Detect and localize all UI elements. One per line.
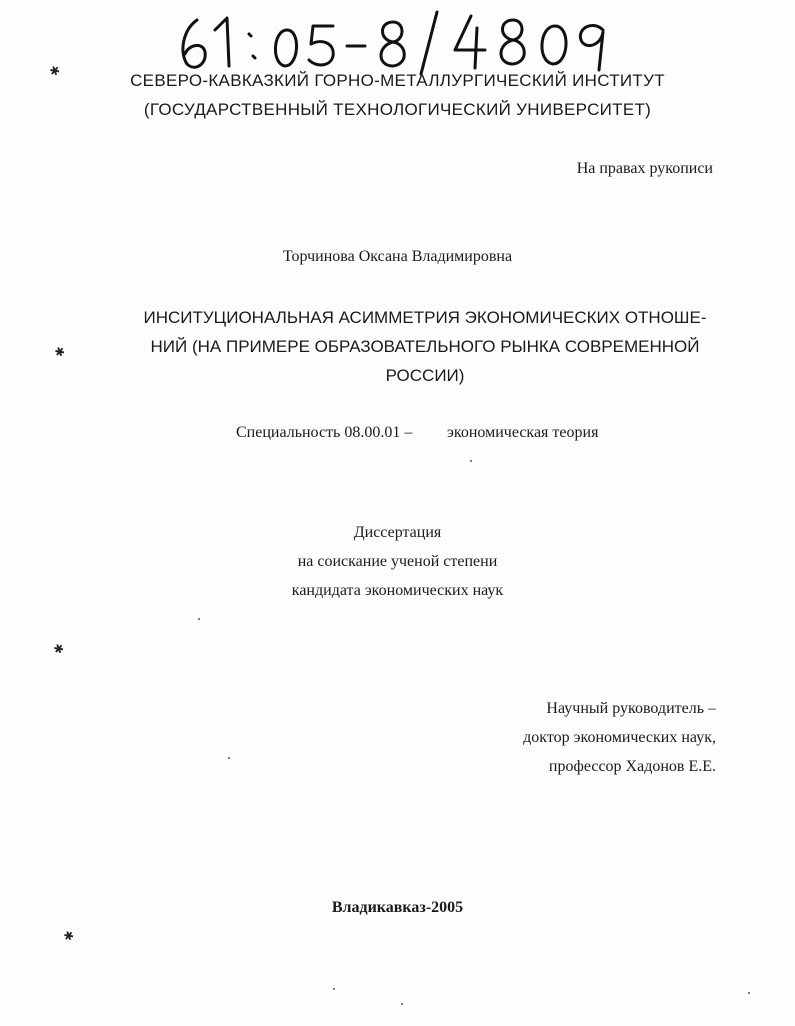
scan-speck (198, 618, 200, 620)
scan-speck (228, 757, 230, 759)
specialty-code: Специальность 08.00.01 – (236, 424, 413, 441)
dissertation-title (135, 303, 715, 390)
supervisor-name: профессор Хадонов Е.Е. (548, 758, 716, 775)
binder-mark-3: ✱ (51, 640, 66, 658)
supervisor-degree: доктор экономических наук, (523, 729, 716, 746)
degree-type: Диссертация (353, 524, 442, 541)
supervisor-label: Научный руководитель – (546, 700, 716, 717)
handwritten-catalog-number (175, 8, 615, 76)
manuscript-rights-note: На правах рукописи (576, 160, 713, 177)
author-name: Торчинова Оксана Владимировна (282, 248, 513, 265)
institute-name: СЕВЕРО-КАВКАЗКИЙ ГОРНО-МЕТАЛЛУРГИЧЕСКИЙ ИНСТИТУТ (130, 71, 665, 90)
handwritten-number-drawing (175, 8, 615, 76)
binder-mark-2: ✱ (52, 343, 67, 361)
binder-mark-1: ✱ (47, 62, 62, 80)
scan-speck (748, 992, 750, 994)
degree-purpose: на соискание ученой степени (297, 553, 498, 570)
title-line-2: НИЙ (НА ПРИМЕРЕ ОБРАЗОВАТЕЛЬНОГО РЫНКА СОВРЕМЕННОЙ (150, 337, 700, 356)
place-and-year: Владикавказ-2005 (331, 899, 464, 916)
title-line-3: РОССИИ) (385, 366, 465, 385)
title-line-1: ИНСИТУЦИОНАЛЬНАЯ АСИММЕТРИЯ ЭКОНОМИЧЕСКИХ ОТНОШЕ- (143, 308, 707, 327)
institute-status: (ГОСУДАРСТВЕННЫЙ ТЕХНОЛОГИЧЕСКИЙ УНИВЕРСИТЕТ) (143, 100, 652, 119)
binder-mark-4: ✱ (61, 927, 76, 945)
degree-name: кандидата экономических наук (291, 582, 504, 599)
scan-speck (470, 460, 472, 462)
scan-speck (333, 988, 335, 990)
specialty-name: экономическая теория (447, 424, 599, 441)
scan-speck (401, 1003, 403, 1005)
